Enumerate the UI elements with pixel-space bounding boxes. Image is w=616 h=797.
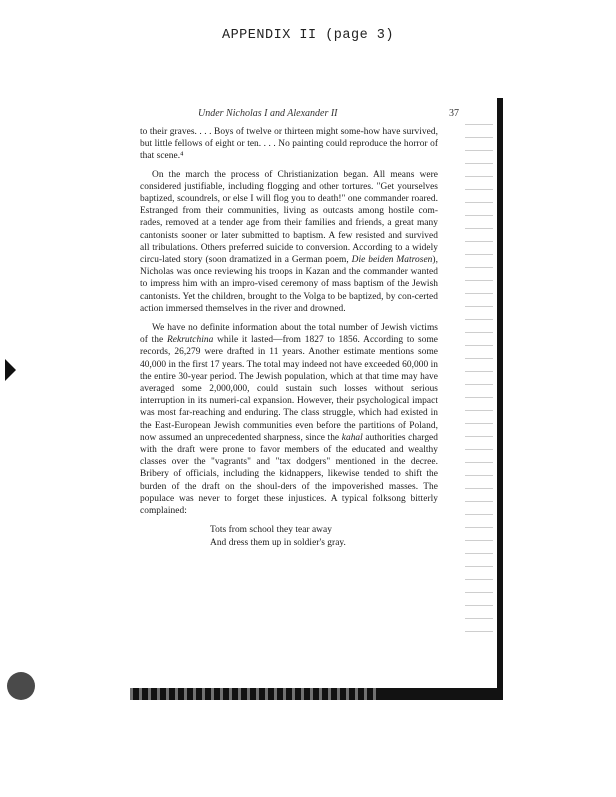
poem-title: Die beiden Matrosen: [351, 255, 433, 266]
paragraph-3: [140, 322, 438, 517]
verse-line-2: And dress them up in soldier's gray.: [210, 538, 346, 549]
paragraph-3-text-b: while it lasted—from 1827 to 1856. According to some records, 26,279 were drafted in 11 years. Another estimate mentions some 40,000 in the first 17 years. The total may indeed not have exceeded 60,000 in the entire 30-year period. The Jewish population, which at that time may have averaged some 2,000,000, could sustain such losses without serious interruption in its numeri-cal expansion. However, their psychological impact was most far-reaching and enduring. The class struggle, which had existed in the East-European Jewish communities even before the partitions of Poland, now assumed an unprecedented sharpness, since the: [140, 335, 438, 443]
folksong-verse: [210, 524, 438, 550]
scanned-book-page: [118, 100, 463, 690]
edge-specks: [465, 118, 493, 638]
running-title: Under Nicholas I and Alexander II: [198, 108, 338, 119]
page-number: 37: [449, 108, 459, 119]
term-rekrutchina: Rekrutchina: [167, 335, 214, 346]
appendix-header: APPENDIX II (page 3): [221, 28, 395, 43]
punch-hole: [7, 672, 35, 700]
paragraph-3-text-c: authorities charged with the draft were prone to favor members of the educated and wealthy classes over the "vagrants" and "tax dodgers" mentioned in the decree. Bribery of officials, including the kidnappers, likewise tended to shift the burden of the draft on the shoul-ders of the impoverished masses. The populace was never to forget these injustices. A typical folksong bitterly complained:: [140, 432, 438, 517]
binder-hole-mark: [5, 359, 16, 381]
page-bottom-edge-shadow: [130, 688, 503, 700]
paragraph-3-text-a: We have no definite information about the total number of Jewish victims of the: [140, 323, 438, 346]
term-kahal: kahal: [341, 432, 363, 443]
verse-line-1: Tots from school they tear away: [210, 525, 332, 536]
body-text: [140, 126, 438, 550]
paragraph-1: to their graves. . . . Boys of twelve or thirteen might some-how have survived, but little fellows of eight or ten. . . . No painting could reproduce the horror of that scene.⁴: [140, 127, 438, 162]
paragraph-2: [140, 169, 438, 315]
paragraph-2-text-b: ), Nicholas was once reviewing his troops in Kazan and the commander wanted to impress him with an impro-vised ceremony of mass baptism of the Jewish cantonists. Yet the children, brought to the Volga to be baptized, by con-certed action immersed themselves in the river and drowned.: [140, 255, 438, 314]
edge-bar: [497, 98, 503, 696]
page-right-edge-shadow: [463, 98, 503, 698]
bottom-specks: [130, 688, 380, 700]
paragraph-2-text-a: On the march the process of Christianization began. All means were considered justifiable, including flogging and other tortures. "Get yourselves baptized, scoundrels, or else I will flog you to death!" one commander roared. Estranged from their communities, living as outcasts among hostile com-rades, removed at a tender age from their families and friends, a great many cantonists sooner or later submitted to baptism. A few resisted and survived all tribulations. Others preferred suicide to conversion. According to a widely circu-lated story (soon dramatized in a German poem,: [140, 169, 438, 266]
